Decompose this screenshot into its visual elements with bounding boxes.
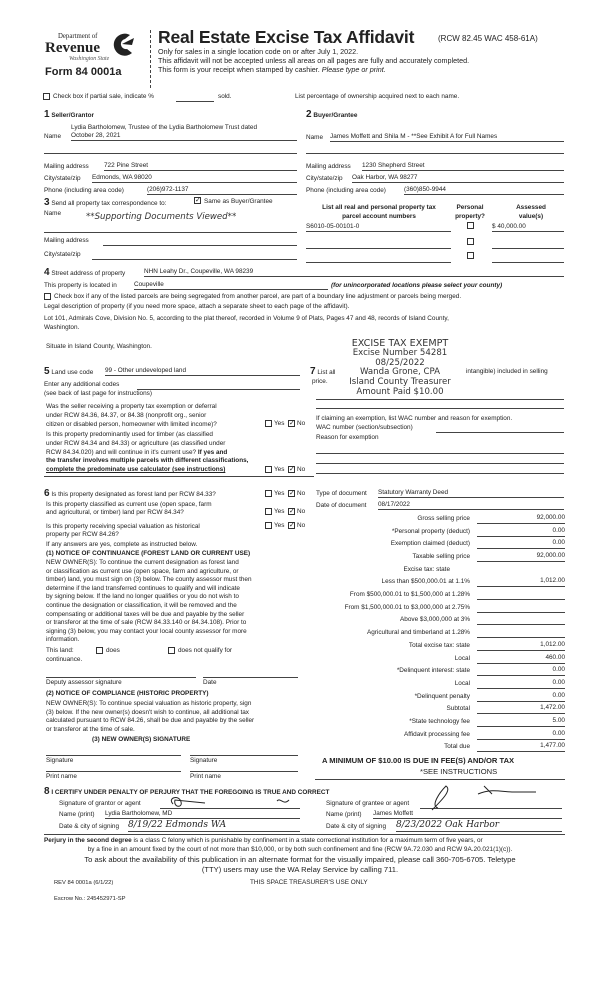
- q-line: Is this property receiving special valuation as historical: [46, 523, 200, 530]
- continuance-label: continuance.: [46, 656, 83, 663]
- q-text: Is this property designated as forest land per RCW 84.33?: [51, 491, 216, 498]
- seller-name-label: Name: [44, 133, 62, 140]
- parcel-col-header: [309, 203, 449, 221]
- deputy-sig-label: Deputy assessor signature: [46, 679, 122, 686]
- exemption-claim-label: If claiming an exemption, list WAC number and reason for exemption.: [316, 415, 513, 422]
- wac-label: WAC number (section/subsection): [316, 424, 413, 431]
- section-title: Seller/Grantor: [51, 112, 94, 119]
- parcel-number-field[interactable]: [306, 262, 451, 263]
- reason-field[interactable]: [316, 453, 564, 454]
- divider: [44, 476, 314, 477]
- deputy-date-field[interactable]: [203, 677, 298, 678]
- assessed-value-field[interactable]: [492, 262, 564, 263]
- q-line: Is this property predominantly used for timber (as classified: [46, 431, 213, 438]
- grantee-sig-label: Signature of grantee or agent: [326, 800, 410, 807]
- tax-row-value[interactable]: 1,012.00: [477, 642, 565, 651]
- tax-row-label: *Delinquent interest: state: [396, 667, 470, 674]
- dept-revenue: Revenue: [45, 40, 100, 56]
- ownership-note: List percentage of ownership acquired next to each name.: [295, 93, 460, 100]
- corr-name-label: Name: [44, 210, 62, 217]
- located-note: (for unincorporated locations please select your county): [331, 282, 503, 289]
- exemption-no-checkbox[interactable]: ✓: [289, 420, 295, 427]
- dept-state: Washington State: [69, 56, 110, 62]
- notice-line: information.: [46, 636, 80, 644]
- notice-line: or transferor at the time of sale (RCW 84.33.140 or 84.34.108). Prior to: [46, 619, 247, 627]
- section-number: 4: [44, 267, 50, 278]
- current-use-yes-checkbox[interactable]: [265, 508, 272, 515]
- tax-row-label: Affidavit processing fee: [404, 731, 470, 738]
- s7-text: List all: [317, 369, 336, 376]
- tax-row-label: From $1,500,000.01 to $3,000,000 at 2.75%: [344, 604, 470, 611]
- tax-row-value[interactable]: 0.00: [477, 693, 565, 702]
- wac-field[interactable]: [436, 432, 564, 433]
- current-use-question: [46, 501, 212, 517]
- section-number: 8: [44, 786, 50, 797]
- yes-label: Yes: [274, 490, 285, 497]
- header-line1: Only for sales in a single location code on or after July 1, 2022.: [158, 47, 359, 56]
- seller-mailing-label: Mailing address: [44, 163, 89, 170]
- seller-phone-label: Phone (including area code): [44, 187, 124, 194]
- corr-city-field[interactable]: [92, 259, 297, 260]
- street-address-label: [44, 268, 125, 278]
- buyer-mailing-field[interactable]: 1230 Shepherd Street: [362, 163, 564, 171]
- does-not-checkbox[interactable]: [168, 647, 175, 654]
- street-address-field[interactable]: NHN Leahy Dr., Coupeville, WA 98239: [144, 269, 564, 277]
- section7-label: [310, 367, 335, 377]
- grantee-date-city-field[interactable]: 8/23/2022 Oak Harbor: [396, 821, 562, 832]
- notice-line: or transferor at the time of sale.: [46, 725, 135, 733]
- buyer-name-extra-line[interactable]: [306, 153, 564, 154]
- legal-desc-line2: Washington.: [44, 324, 80, 331]
- grantee-date-label: Date & city of signing: [326, 823, 387, 830]
- owner-print-name-field[interactable]: [190, 771, 298, 772]
- reason-field[interactable]: [316, 473, 564, 474]
- does-not-label: does not qualify for: [178, 647, 232, 654]
- corr-name-value: **Supporting Documents Viewed**: [86, 212, 237, 222]
- header-divider: [150, 30, 151, 88]
- notice2-body: [46, 700, 254, 734]
- grantor-sig-label: Signature of grantor or agent: [59, 800, 141, 807]
- tax-row-value[interactable]: [477, 629, 565, 638]
- seller-mailing-field[interactable]: 722 Pine Street: [104, 163, 297, 171]
- see-instructions: *SEE INSTRUCTIONS: [420, 767, 498, 776]
- doc-date-label: Date of document: [316, 502, 367, 509]
- yes-label: Yes: [274, 420, 285, 427]
- does-label: does: [106, 647, 120, 654]
- header-line3: [158, 66, 386, 73]
- grantor-signature: [165, 794, 305, 810]
- treasurer-use-label: THIS SPACE TREASURER'S USE ONLY: [250, 879, 368, 886]
- section-number: 5: [44, 366, 50, 377]
- header-line2: This affidavit will not be accepted unless all areas on all pages are fully and accurately completed.: [158, 56, 470, 65]
- partial-sale-checkbox[interactable]: [43, 93, 50, 100]
- tax-row-label: Excise tax: state: [403, 566, 450, 573]
- grantee-name-field[interactable]: James Moffett: [373, 811, 562, 819]
- tax-row-label: Less than $500,000.01 at 1.1%: [381, 578, 470, 585]
- historic-question: [46, 523, 200, 539]
- seller-heading: [44, 110, 94, 120]
- receipt-text: This form is your receipt when stamped by cashier.: [158, 65, 320, 74]
- q-line: under RCW 84.36, 84.37, or 84.38 (nonprofit org., senior: [46, 412, 207, 419]
- notice-line: or classification as current use (open space, farm and agriculture, or: [46, 567, 239, 575]
- notice-line: calculated pursuant to RCW 84.26, shall be due and payable by the seller: [46, 717, 255, 725]
- timber-question: [46, 431, 248, 475]
- section-number: 2: [306, 109, 312, 120]
- section-number: 6: [44, 488, 50, 499]
- personal-property-checkbox[interactable]: [467, 252, 474, 259]
- personal-col-line2: property?: [455, 213, 485, 220]
- accessibility-notice-2: (TTY) users may use the WA Relay Service by calling 711.: [201, 865, 399, 874]
- tax-row-value[interactable]: 1,472.00: [477, 705, 565, 714]
- q-line: under RCW 84.34 and 84.33) or agriculture (as classified under: [46, 439, 226, 447]
- tax-row-value[interactable]: [477, 616, 565, 625]
- parcel-col-line1: List all real and personal property tax: [322, 204, 436, 211]
- stamp-line: EXCISE TAX EXEMPT: [351, 338, 449, 349]
- section-number: 7: [310, 366, 316, 377]
- reason-field[interactable]: [316, 463, 564, 464]
- tax-row-label: From $500,000.01 to $1,500,000 at 1.28%: [349, 591, 470, 598]
- section7-line[interactable]: [316, 408, 564, 409]
- current-use-no-checkbox[interactable]: ✓: [289, 508, 295, 515]
- tax-row-label: Above $3,000,000 at 3%: [400, 616, 470, 623]
- tax-row-label: Total excise tax: state: [408, 642, 470, 649]
- q-line: and agricultural, or timber) land per RCW 84.34?: [46, 509, 184, 516]
- exemption-yes-checkbox[interactable]: [265, 420, 272, 427]
- this-land-label: This land:: [46, 647, 74, 654]
- perjury-notice: [44, 838, 483, 844]
- tax-row-label: Agricultural and timberland at 1.28%: [366, 629, 470, 636]
- notice-line: continue the designation or classification, it will be removed and the: [46, 601, 237, 609]
- no-label: No: [297, 522, 306, 529]
- yes-label: Yes: [274, 522, 285, 529]
- tax-row-value[interactable]: 0.00: [477, 680, 565, 689]
- located-label: This property is located in: [44, 282, 117, 289]
- dept-label: Department of: [58, 33, 98, 40]
- assessed-col-line1: Assessed: [516, 204, 546, 211]
- section7-label-c: price.: [312, 378, 328, 385]
- q-line: citizen or disabled person, homeowner with limited income)?: [46, 421, 217, 428]
- parcel-col-line2: parcel account numbers: [342, 213, 416, 220]
- stamp-line: Amount Paid $10.00: [356, 386, 444, 397]
- same-as-buyer-label: Same as Buyer/Grantee: [204, 198, 273, 205]
- page-title: Real Estate Excise Tax Affidavit: [158, 27, 415, 47]
- q-line: the transfer involves multiple parcels with different classifications,: [46, 457, 249, 465]
- timber-no-checkbox[interactable]: ✓: [289, 466, 295, 473]
- seller-name-extra-line[interactable]: [44, 153, 297, 154]
- perjury-text: is a class C felony which is punishable by confinement in a state correctional institution for a maximum term of five years, or: [131, 837, 483, 844]
- located-field[interactable]: Coupeville: [134, 282, 328, 290]
- owner-print-name-field[interactable]: [46, 771, 181, 772]
- buyer-phone-field[interactable]: (360)850-9944: [404, 187, 564, 195]
- buyer-name-field[interactable]: James Moffett and Shila M - **See Exhibit A for Full Names: [330, 134, 564, 142]
- notice2-title: (2) NOTICE OF COMPLIANCE (HISTORIC PROPERTY): [46, 690, 209, 697]
- section7-line[interactable]: [316, 399, 564, 400]
- stamp-line: Wanda Grone, CPA: [359, 367, 441, 378]
- notice-line: NEW OWNER(S): To continue the current designation as forest land: [46, 559, 239, 566]
- street-label-text: Street address of property: [51, 270, 126, 277]
- buyer-city-field[interactable]: Oak Harbor, WA 98277: [352, 175, 564, 183]
- buyer-heading: [306, 110, 357, 120]
- stamp-line: Excise Number 54281: [352, 347, 448, 358]
- personal-property-checkbox[interactable]: [467, 238, 474, 245]
- deputy-date-label: Date: [203, 679, 217, 686]
- deputy-sig-field[interactable]: [46, 677, 196, 678]
- tax-row-label: Exemption claimed (deduct): [390, 540, 470, 547]
- if-yes-note: If any answers are yes, complete as instructed below.: [46, 541, 198, 548]
- escrow-number: Escrow No.: 245452971-SP: [54, 896, 126, 902]
- additional-codes-label: Enter any additional codes: [44, 381, 120, 388]
- tax-row-value[interactable]: 0.00: [477, 731, 565, 740]
- doc-date-field[interactable]: 08/17/2022: [378, 502, 564, 510]
- form-number: Form 84 0001a: [45, 66, 122, 78]
- no-label: No: [297, 508, 306, 515]
- notice-line: (3) below. If the new owner(s) doesn't wish to continue, all additional tax: [46, 708, 249, 716]
- no-label: No: [297, 490, 306, 497]
- owner-signature-field[interactable]: [190, 755, 298, 756]
- q-line: property per RCW 84.26?: [46, 531, 119, 538]
- minimum-due-notice: A MINIMUM OF $10.00 IS DUE IN FEE(S) AND/OR TAX: [322, 756, 515, 765]
- owner-signature-field[interactable]: [46, 755, 181, 756]
- assessed-col-header: [497, 203, 565, 221]
- tax-row-label: Total due: [444, 743, 470, 750]
- forest-question: [44, 489, 216, 499]
- notice-line: determine if the land transferred continues to qualify and will indicate: [46, 584, 240, 592]
- tax-row-value[interactable]: 1,012.00: [477, 578, 565, 587]
- assessed-value-field[interactable]: $ 40,000.00: [492, 224, 564, 232]
- partial-sale-label: Check box if partial sale, indicate %: [53, 93, 154, 100]
- predominate-use-link[interactable]: complete the predominate use calculator (see instructions): [46, 466, 226, 474]
- segregated-checkbox[interactable]: [44, 293, 51, 300]
- land-use-label: [44, 367, 93, 377]
- legal-desc-line1: Lot 101, Admirals Cove, Division No. 5, according to the plat thereof, recorded in Volume 9 of Plats, Pages 47 and 48, records of Island County,: [44, 315, 449, 322]
- grantor-date-city-field[interactable]: 8/19/22 Edmonds WA: [128, 821, 300, 832]
- stamp-line: Island County Treasurer: [349, 377, 451, 388]
- seller-phone-field[interactable]: (206)972-1137: [147, 187, 297, 195]
- parcel-number-field[interactable]: S6010-05-00101-0: [306, 224, 451, 232]
- doc-type-field[interactable]: Statutory Warranty Deed: [378, 490, 564, 498]
- tax-row-label: *State technology fee: [409, 718, 470, 725]
- tax-row-label: Subtotal: [446, 705, 470, 712]
- notice1-body: [46, 559, 252, 645]
- section-title: Buyer/Grantee: [313, 112, 358, 119]
- tax-row-value[interactable]: [477, 591, 565, 600]
- signature-label: Signature: [46, 757, 74, 764]
- type-print-text: Please type or print.: [321, 65, 386, 74]
- historic-yes-checkbox[interactable]: [265, 522, 272, 529]
- section-number: 3: [44, 197, 50, 208]
- certify-text: I CERTIFY UNDER PENALTY OF PERJURY THAT THE FOREGOING IS TRUE AND CORRECT: [51, 789, 330, 796]
- q-line: Was the seller receiving a property tax exemption or deferral: [46, 403, 217, 410]
- print-name-label: Print name: [46, 773, 77, 780]
- grantor-name-label: Name (print): [59, 811, 95, 818]
- does-checkbox[interactable]: [96, 647, 103, 654]
- tax-row-value[interactable]: 460.00: [477, 655, 565, 664]
- buyer-name-label: Name: [306, 134, 324, 141]
- dor-logo-icon: [110, 31, 136, 59]
- tax-row-value[interactable]: [477, 604, 565, 613]
- corr-name-line[interactable]: [44, 232, 297, 233]
- signature-label: Signature: [190, 757, 218, 764]
- notice-line: by signing below. If the land no longer qualifies or you do not wish to: [46, 593, 239, 601]
- q-line: Is this property classified as current use (open space, farm: [46, 501, 212, 508]
- personal-col-header: [450, 203, 490, 221]
- assessed-col-line2: value(s): [518, 213, 544, 220]
- additional-codes-field[interactable]: [137, 389, 300, 390]
- notice-line: signing (3) below, you may contact your local county assessor for more: [46, 627, 247, 635]
- historic-no-checkbox[interactable]: ✓: [289, 522, 295, 529]
- tax-row-value[interactable]: 92,000.00: [477, 515, 565, 524]
- corr-mailing-field[interactable]: [103, 245, 297, 246]
- segregated-label: Check box if any of the listed parcels are being segregated from another parcel, are part of a boundary line adjustment or parcels being merged.: [54, 293, 462, 300]
- forest-no-checkbox[interactable]: ✓: [289, 490, 295, 497]
- reason-label: Reason for exemption: [316, 434, 379, 441]
- corr-mailing-label: Mailing address: [44, 237, 89, 244]
- grantee-name-label: Name (print): [326, 811, 362, 818]
- section7-label-b: intangible) included in selling: [466, 368, 548, 375]
- seller-city-label: City/state/zip: [44, 175, 81, 182]
- seller-city-field[interactable]: Edmonds, WA 98020: [92, 175, 297, 183]
- tax-row-label: Taxable selling price: [412, 553, 470, 560]
- new-owner-sig-title: (3) NEW OWNER(S) SIGNATURE: [92, 736, 191, 743]
- no-label: No: [297, 466, 306, 473]
- seller-name-line1: Lydia Bartholomew, Trustee of the Lydia Bartholomew Trust dated: [71, 124, 258, 131]
- accessibility-notice: To ask about the availability of this publication in an alternate format for the visually impaired, please call 360-705-6705. Teletype: [84, 855, 516, 864]
- perjury-bold: Perjury in the second degree: [44, 837, 132, 844]
- divider: [44, 834, 565, 835]
- q-text: RCW 84.34.020) and will continue in it's current use?: [46, 448, 197, 456]
- yes-label: Yes: [274, 466, 285, 473]
- grantee-signature: [412, 782, 542, 814]
- tax-row-value[interactable]: 5.00: [477, 718, 565, 727]
- seller-name-field[interactable]: October 28, 2021: [71, 133, 297, 141]
- timber-yes-checkbox[interactable]: [265, 466, 272, 473]
- notice-line: compensating or additional taxes will be due and payable by the seller: [46, 610, 245, 618]
- buyer-phone-label: Phone (including area code): [306, 187, 386, 194]
- sold-label: sold.: [218, 93, 232, 100]
- assessed-value-field[interactable]: [492, 248, 564, 249]
- revision-label: REV 84 0001a (6/1/22): [54, 880, 114, 886]
- section-number: 1: [44, 109, 50, 120]
- no-label: No: [297, 420, 306, 427]
- doc-type-label: Type of document: [316, 490, 367, 497]
- perjury-notice-2: by a fine in an amount fixed by the court of not more than $10,000, or by both such confinement and fine (RCW 9A.72.030 and RCW 9A.20.021(1)(c)).: [87, 846, 513, 853]
- notice-line: NEW OWNER(S): To continue special valuation as historic property, sign: [46, 700, 252, 707]
- print-name-label: Print name: [190, 773, 221, 780]
- same-as-buyer-checkbox[interactable]: ✓: [195, 197, 201, 204]
- land-use-field[interactable]: 99 - Other undeveloped land: [105, 368, 300, 376]
- notice-line: timber) land, you must sign on (3) below. The county assessor must then: [46, 576, 252, 584]
- q-line: [46, 449, 248, 458]
- q-bold: If yes and: [197, 448, 228, 456]
- statute-ref: (RCW 82.45 WAC 458-61A): [438, 34, 538, 43]
- personal-col-line1: Personal: [456, 204, 484, 211]
- exemption-question: [46, 402, 217, 429]
- stamp-line: 08/25/2022: [375, 357, 425, 368]
- tax-row-value[interactable]: 0.00: [477, 528, 565, 537]
- tax-row-label: Local: [454, 680, 470, 687]
- personal-property-checkbox[interactable]: [467, 222, 474, 229]
- land-use-text: Land use code: [51, 369, 94, 376]
- tax-row-label: Local: [454, 655, 470, 662]
- partial-percent-field[interactable]: [176, 101, 214, 102]
- additional-codes-note: (see back of last page for instructions): [44, 390, 152, 397]
- yes-label: Yes: [274, 508, 285, 515]
- divider: [315, 779, 565, 780]
- tax-row-value[interactable]: 92,000.00: [477, 553, 565, 562]
- tax-row-value[interactable]: 0.00: [477, 667, 565, 676]
- buyer-mailing-label: Mailing address: [306, 163, 351, 170]
- tax-row-label: Gross selling price: [417, 515, 470, 522]
- tax-row-value[interactable]: 0.00: [477, 540, 565, 549]
- legal-desc-label: Legal description of property (if you need more space, attach a separate sheet to each page of the affidavit).: [44, 303, 350, 310]
- tax-row-value[interactable]: 1,477.00: [477, 743, 565, 752]
- buyer-city-label: City/state/zip: [306, 175, 343, 182]
- tax-row-label: *Delinquent penalty: [414, 693, 470, 700]
- section3-label: [44, 198, 166, 208]
- treasurer-stamp: [343, 339, 457, 398]
- grantor-name-field[interactable]: Lydia Bartholomew, MD: [105, 811, 300, 819]
- forest-yes-checkbox[interactable]: [265, 490, 272, 497]
- corr-city-label: City/state/zip: [44, 251, 81, 258]
- correspondence-label: Send all property tax correspondence to:: [51, 200, 167, 207]
- notice1-title: (1) NOTICE OF CONTINUANCE (FOREST LAND OR CURRENT USE): [46, 550, 251, 557]
- tax-row-label: *Personal property (deduct): [391, 528, 470, 535]
- situate-text: Situate in Island County, Washington.: [46, 343, 152, 350]
- grantor-date-label: Date & city of signing: [59, 823, 120, 830]
- parcel-number-field[interactable]: [306, 248, 451, 249]
